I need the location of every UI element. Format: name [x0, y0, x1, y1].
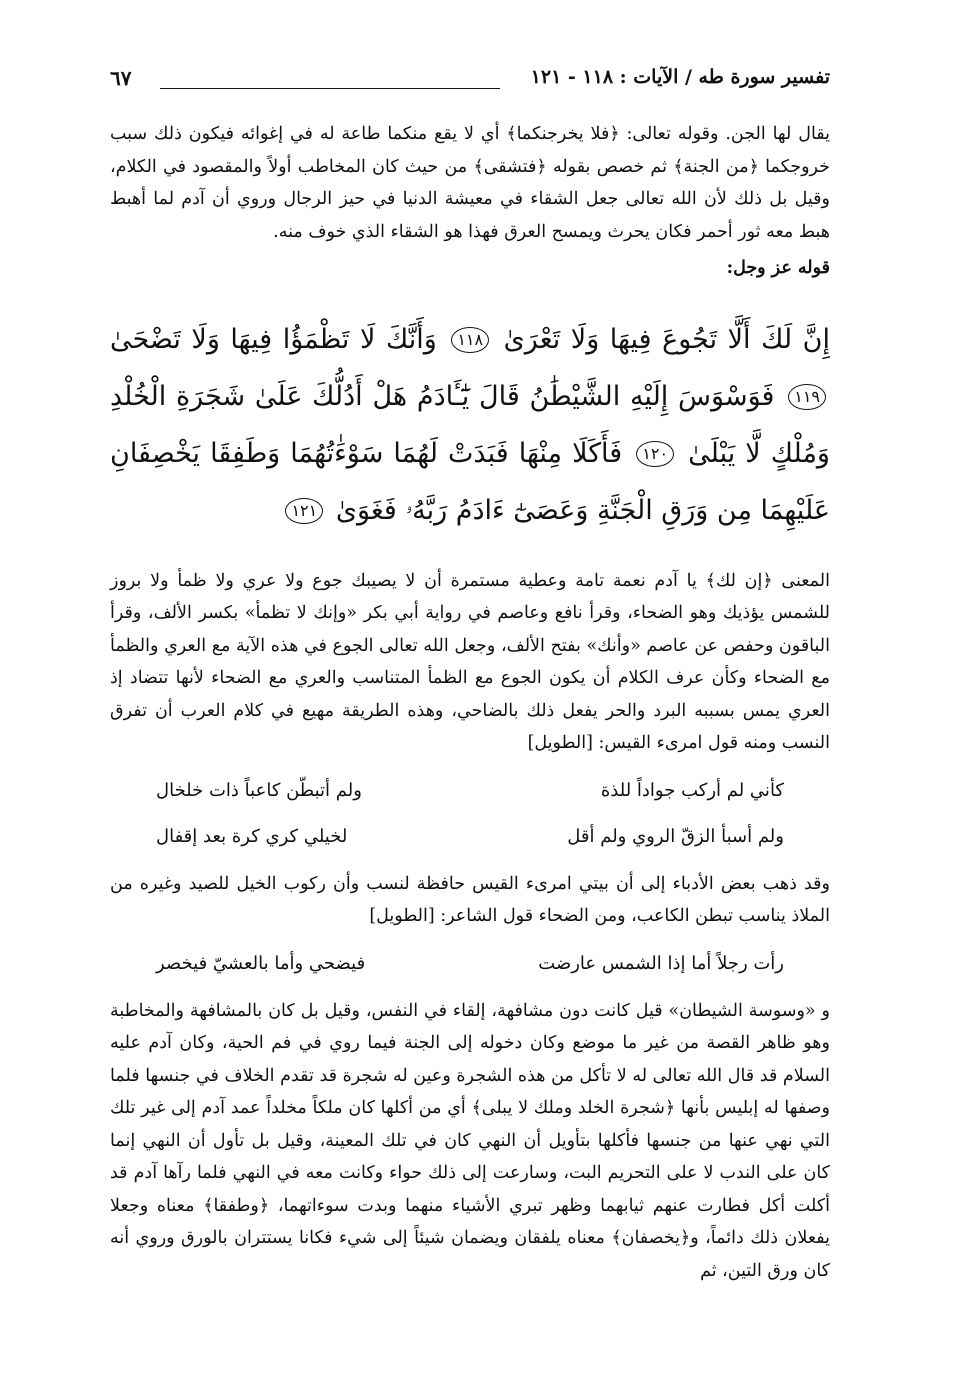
paragraph-2: المعنى ﴿إن لك﴾ يا آدم نعمة تامة وعطية مستمرة أن لا يصيبك جوع ولا عري ولا ظمأ ولا بروز للشمس يؤذيك وهو الضحاء، وقرأ نافع وعاصم في رواية أبي بكر «وإنك لا تظمأ» بكسر الألف، وقرأ الباقون وحفص عن عاصم «وأنك» بفتح الألف، وجعل الله تعالى الجوع في هذه الآية مع العري والظمأ مع الضحاء وكأن عرف الكلام أن يكون الجوع مع الظمأ المتناسب والعري مع الضحاء لأنها تتضاد إذ العري يمس بسببه البرد والحر يفعل ذلك بالضاحي، وهذه الطريقة مهيع في كلام العرب أن تفرق النسب ومنه قول امرىء القيس: [الطويل]	[110, 570, 830, 753]
section-intro: قوله عز وجل:	[726, 258, 830, 278]
header-title: تفسير سورة طه / الآيات : ١١٨ - ١٢١	[530, 66, 830, 88]
paragraph-3: وقد ذهب بعض الأدباء إلى أن بيتي امرىء القيس حافظة لنسب وأن ركوب الخيل للصيد وغيره من الملاذ يناسب تبطن الكاعب، ومن الضحاء قول الشاعر: [الطويل]	[110, 873, 830, 926]
ayah-118: إِنَّ لَكَ أَلَّا تَجُوعَ فِيهَا وَلَا تَعْرَىٰ	[503, 323, 830, 355]
page-body	[110, 118, 830, 1287]
ayah-marker-119: ١١٩	[788, 384, 826, 410]
ayah-marker-118: ١١٨	[451, 327, 489, 353]
page-header	[110, 66, 830, 100]
poem-dhuha	[110, 941, 830, 987]
header-rule	[160, 88, 500, 89]
ayah-marker-120: ١٢٠	[636, 441, 674, 467]
verse-hemistich-first: ولم أسبأ الزقّ الروي ولم أقل	[567, 825, 784, 847]
verse-hemistich-first: كأني لم أركب جواداً للذة	[600, 779, 784, 801]
ayah-marker-121: ١٢١	[285, 498, 323, 524]
paragraph-1: يقال لها الجن. وقوله تعالى: ﴿فلا يخرجنكما﴾ أي لا يقع منكما طاعة له في إغوائه فيكون ذلك سبب خروجكما ﴿من الجنة﴾ ثم خصص بقوله ﴿فتشقى﴾ من حيث كان المخاطب أولاً والمقصود في الكلام، وقيل بل ذلك لأن الله تعالى جعل الشقاء في معيشة الدنيا في حيز الرجال وروي أن آدم لما أهبط هبط معه ثور أحمر فكان يحرث ويمسح العرق فهذا هو الشقاء الذي خوف منه.	[110, 124, 830, 242]
poem-verse	[110, 814, 830, 860]
paragraph-4: و «وسوسة الشيطان» قيل كانت دون مشافهة، إلقاء في النفس، وقيل بل كان بالمشافهة والمخاطبة وهو ظاهر القصة من غير ما موضع وكان دخوله إلى الجنة فيما روي في فم الحية، وكان آدم عليه السلام قد قال الله تعالى له لا تأكل من هذه الشجرة وعين له شجرة قد تقدم الخلاف في جنسها فلما وصفها له إبليس بأنها ﴿شجرة الخلد وملك لا يبلى﴾ أي من أكلها كان ملكاً مخلداً عمد آدم إلى غير تلك التي نهي عنها من جنسها فأكلها بتأويل أن النهي كان في تلك المعينة، وقيل بل تأول أن النهي إنما كان على الندب لا على التحريم البت، وسارعت إلى ذلك حواء وكانت معه في النهي فلما رآها آدم قد أكلت أكل فطارت عنهم ثيابهما وظهر تبري الأشياء منهما وبدت سوءاتهما، ﴿وطفقا﴾ معناه وجعلا يفعلان ذلك دائماً، و﴿يخصفان﴾ معناه يلفقان ويضمان شيئاً إلى شيء فكانا يستتران بالورق وروي أنه كان ورق التين، ثم	[110, 1000, 830, 1281]
poem-verse	[110, 941, 830, 987]
poem-imru-al-qays	[110, 768, 830, 860]
ayah-120: فَوَسْوَسَ إِلَيْهِ الشَّيْطَٰنُ قَالَ يَٰٓـَٔادَمُ هَلْ أَدُلُّكَ عَلَىٰ شَجَرَةِ الْخُلْدِ وَمُلْكٍ لَّا يَبْلَىٰ	[110, 380, 830, 469]
ayah-121: فَأَكَلَا مِنْهَا فَبَدَتْ لَهُمَا سَوْءَٰتُهُمَا وَطَفِقَا يَخْصِفَانِ عَلَيْهِمَا مِن وَرَقِ الْجَنَّةِ وَعَصَىٰٓ ءَادَمُ رَبَّهُۥ فَغَوَىٰ	[110, 437, 830, 526]
verse-hemistich-second: فيضحي وأما بالعشيّ فيخصر	[156, 952, 366, 974]
verse-hemistich-first: رأت رجلاً أما إذا الشمس عارضت	[538, 952, 784, 974]
quran-verses	[110, 311, 830, 539]
verse-hemistich-second: ولم أتبطّن كاعباً ذات خلخال	[156, 779, 362, 801]
poem-verse	[110, 768, 830, 814]
ayah-119: وَأَنَّكَ لَا تَظْمَؤُا فِيهَا وَلَا تَضْحَىٰ	[110, 323, 437, 355]
page-number: ٦٧	[110, 66, 132, 90]
verse-hemistich-second: لخيلي كري كرة بعد إقفال	[156, 825, 348, 847]
